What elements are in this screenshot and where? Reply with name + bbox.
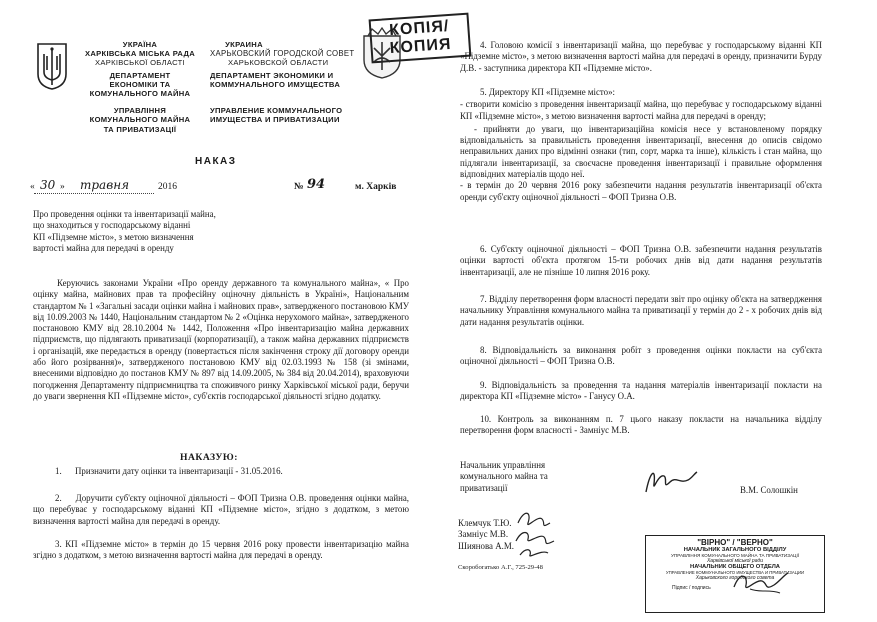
copy-stamp <box>369 13 472 64</box>
header-left <box>75 40 205 134</box>
copy-stamp-line: КОПІЯ/ <box>388 17 450 40</box>
order-item-number: 4. <box>480 40 487 50</box>
signatory-name: В.М. Солошкін <box>740 485 798 495</box>
verified-stamp-title: "ВІРНО" / "ВЕРНО" <box>697 538 773 547</box>
signatory-position-line: Начальник управління <box>460 460 546 470</box>
order-subitem: - в термін до 20 червня 2016 року забезпечити надання результатів інвентаризації об'єкта оренди суб'єкту оціночної діяльності – ФОП Тризна О.В. <box>460 180 822 202</box>
subject-line: КП «Підземне місто», з метою визначення <box>33 231 194 242</box>
order-item-number: 8. <box>480 345 487 355</box>
handwritten-signature <box>640 462 700 500</box>
verified-stamp-line: УПРАВЛІННЯ КОМУНАЛЬНОГО МАЙНА ТА ПРИВАТИЗАЦІЇ <box>670 553 800 558</box>
order-item-text <box>460 345 822 368</box>
order-day: 30 <box>40 178 56 192</box>
approval-name: Клемчук Т.Ю. <box>458 518 512 528</box>
order-month: травня <box>80 178 130 192</box>
verified-stamp-line: УПРАВЛЕНИЕ КОММУНАЛЬНОГО ИМУЩЕСТВА И ПРИВАТИЗАЦИИ <box>665 570 805 575</box>
order-year: 2016 <box>158 182 177 192</box>
subject-line: що знаходиться у господарському віданні <box>33 220 191 231</box>
order-item-text <box>33 466 409 477</box>
verified-stamp-line: Харьковского городского совета <box>695 575 775 581</box>
order-item-number: 6. <box>480 244 487 254</box>
order-item-content: Директору КП «Підземне місто»: <box>488 87 616 97</box>
order-number: 94 <box>307 177 326 192</box>
approval-name: Замніус М.В. <box>458 529 509 540</box>
order-subject <box>33 209 283 254</box>
order-item-content: Відповідальність за виконання робіт з проведення оцінки покласти на суб'єкта оціночної діяльності – ФОП Тризна О.В. <box>460 345 823 367</box>
date-underline <box>34 193 154 194</box>
subject-line: вартості майна для передачі в оренду <box>33 242 174 253</box>
order-item-content: Контроль за виконанням п. 7 цього наказу покласти на начальника відділу перетворення форм власності - Замніус М.В. <box>460 414 822 436</box>
header-right-line: ХАРЬКОВСКОЙ ОБЛАСТИ <box>228 58 329 68</box>
order-item-text <box>460 87 822 98</box>
header-left-line: ДЕПАРТАМЕНТ <box>109 70 171 80</box>
order-item-text <box>33 539 409 562</box>
order-item-text <box>460 294 822 328</box>
order-item-content: Доручити суб'єкту оціночної діяльності – ФОП Тризна О.В. проведення оцінки майна, що перебуває у господарському віданні КП «Підземне місто», згідно з додатком, з метою визначення вартості майна для передачі в оренду. <box>33 493 409 526</box>
order-item-number: 9. <box>480 380 487 390</box>
order-item-number: 2. <box>55 493 62 503</box>
order-item <box>460 414 822 437</box>
header-left-line: УПРАВЛІННЯ <box>113 106 167 116</box>
header-right-line: УПРАВЛЕНИЕ КОММУНАЛЬНОГО <box>210 106 343 116</box>
date-close-quote: » <box>60 182 65 192</box>
approval-name: Шиянова А.М. <box>458 540 514 551</box>
verified-stamp-line: Харківської міської ради <box>706 558 764 564</box>
header-right-line: УКРАИНА <box>225 40 263 49</box>
header-right-line: КОММУНАЛЬНОГО ИМУЩЕСТВА <box>210 79 341 89</box>
order-item <box>460 345 822 368</box>
order-item <box>460 87 822 203</box>
subject-line: Про проведення оцінки та інвентаризації майна, <box>33 209 216 219</box>
orders-heading: НАКАЗУЮ: <box>180 452 238 463</box>
header-left-line: ХАРКІВСЬКА МІСЬКА РАДА <box>85 49 195 59</box>
order-item <box>33 493 409 527</box>
header-left-line: УКРАЇНА <box>122 40 158 49</box>
signatory-position-line: комунального майна та <box>460 471 548 482</box>
order-date-line <box>30 177 410 196</box>
order-item-content: Відділу перетворення форм власності передати звіт про оцінку об'єкта на затвердження начальнику Управління комунального майна та приватизації у термін до 2 - х робочих днів від дати надання результатів оцінки. <box>460 294 822 327</box>
header-right-line: ИМУЩЕСТВА И ПРИВАТИЗАЦИИ <box>210 115 340 125</box>
preamble-paragraph: Керуючись законами України «Про оренду державного та комунального майна», « Про оцінку майна, майнових прав та професійну оціночну діяльність в Україні», Національним стандартом № 1 «Загальні засади оцінки майна і майнових прав», затвердженого постановою КМУ від 10.09.2003 № 1440, Національним стандартом № 2 «Оцінка нерухомого майна», затвердженого постановою КМУ від 28.10.2004 № 1442, Положення «Про інвентаризацію майна державних підприємств, що підлягають приватизації (корпоратизації), а також майна державних підприємств і організацій, яке передається в оренду (повертається після закінчення строку дії договору оренди або його розірвання)», затвердженого постановою КМУ від 02.03.1993 № 158 (зі змінами, внесеними відповідно до постанов КМУ № 897 від 14.09.2005, № 384 від 20.04.2014), враховуючи погодження Департаменту підприємництва та споживчого ринку Харківської міської ради, беручи до уваги звернення КП «Підземне місто», суб'єктів господарської діяльності згідно додатку. <box>33 278 409 401</box>
copy-stamp-line: КОПИЯ <box>389 35 452 58</box>
verified-stamp-line: НАЧАЛЬНИК ЗАГАЛЬНОГО ВІДДІЛУ <box>683 547 787 553</box>
order-item <box>33 466 409 477</box>
order-item <box>460 380 822 403</box>
order-city: м. Харків <box>355 182 397 192</box>
order-item <box>460 244 822 278</box>
order-item-number: 7. <box>480 294 487 304</box>
order-item <box>460 294 822 328</box>
approval-signatures <box>510 505 560 561</box>
order-item-number: 10. <box>480 414 492 424</box>
order-item-content: Призначити дату оцінки та інвентаризації - 31.05.2016. <box>74 466 283 476</box>
order-item-text <box>460 380 822 403</box>
page-title: НАКАЗ <box>195 156 237 167</box>
order-item-content: КП «Підземне місто» в термін до 15 червня 2016 року провести інвентаризацію майна згідно з додатком, з метою визначення вартості майна для передачі в оренду. <box>33 539 409 561</box>
order-item-text <box>460 244 822 278</box>
order-number-sign: № <box>294 182 304 192</box>
order-item-text <box>460 40 822 74</box>
order-item-text <box>33 493 409 527</box>
order-subitem: - створити комісію з проведення інвентаризації майна, що перебуває у господарському віданні КП «Підземне місто», з метою визначення вартості майна для передачі в оренду; <box>460 99 822 121</box>
stamp-signature <box>730 565 790 599</box>
order-item <box>460 40 822 74</box>
coat-of-arms-emblem <box>36 42 68 90</box>
signatory-position <box>460 460 620 494</box>
header-left-line: КОМУНАЛЬНОГО МАЙНА <box>89 89 191 99</box>
executor-info: Скоробогатько А.Г., 725-29-48 <box>458 564 543 571</box>
order-item-content: Суб'єкту оціночної діяльності – ФОП Тризна О.В. забезпечити надання результатів оцінки вартості об'єкта протягом 15-ти робочих днів від дати надання результатів інвентаризації, але не пізніше 10 липня 2016 року. <box>460 244 822 277</box>
verified-stamp-sign-label: Підпис / подпись <box>672 585 711 591</box>
header-left-line: ТА ПРИВАТИЗАЦІЇ <box>103 124 177 134</box>
header-right <box>206 40 358 124</box>
header-right-line: ДЕПАРТАМЕНТ ЭКОНОМИКИ И <box>210 70 334 80</box>
order-item-content: Відповідальність за проведення та надання матеріалів інвентаризації покласти на директора КП «Підземне місто» - Ганусу О.А. <box>460 380 822 402</box>
header-right-line: ХАРЬКОВСКИЙ ГОРОДСКОЙ СОВЕТ <box>210 49 355 59</box>
order-item-number: 1. <box>55 466 62 476</box>
order-item-content: Головою комісії з інвентаризації майна, що перебуває у господарському віданні КП «Підземне місто», з метою визначення вартості майна для передачі в оренду, призначити Бурду Д.В. - заступника директора КП «Підземне місто». <box>460 40 823 73</box>
header-left-line: ЕКОНОМІКИ ТА <box>109 79 171 89</box>
order-item-number: 3. <box>55 539 62 549</box>
date-open-quote: « <box>30 182 35 192</box>
order-item-number: 5. <box>480 87 487 97</box>
verified-stamp-line: НАЧАЛЬНИК ОБЩЕГО ОТДЕЛА <box>690 564 780 570</box>
signatory-position-line: приватизації <box>460 482 508 493</box>
header-left-line: КОМУНАЛЬНОГО МАЙНА <box>89 115 191 125</box>
order-item-text <box>460 414 822 437</box>
order-subitem: - прийняти до уваги, що інвентаризаційна комісія несе у встановленому порядку відповідальність за правильність проведення інвентаризації, внесення до описів свідомо неправильних даних про відмінні ознаки (тип, сорт, марка та інше), кількість і стан майна, що підлягали інвентаризації, за своєчасне проведення інвентаризації і правильне оформлення відповідних матеріалів щодо неї. <box>460 123 822 180</box>
order-item <box>33 539 409 562</box>
header-left-line: ХАРКІВСЬКОЇ ОБЛАСТІ <box>95 58 185 68</box>
